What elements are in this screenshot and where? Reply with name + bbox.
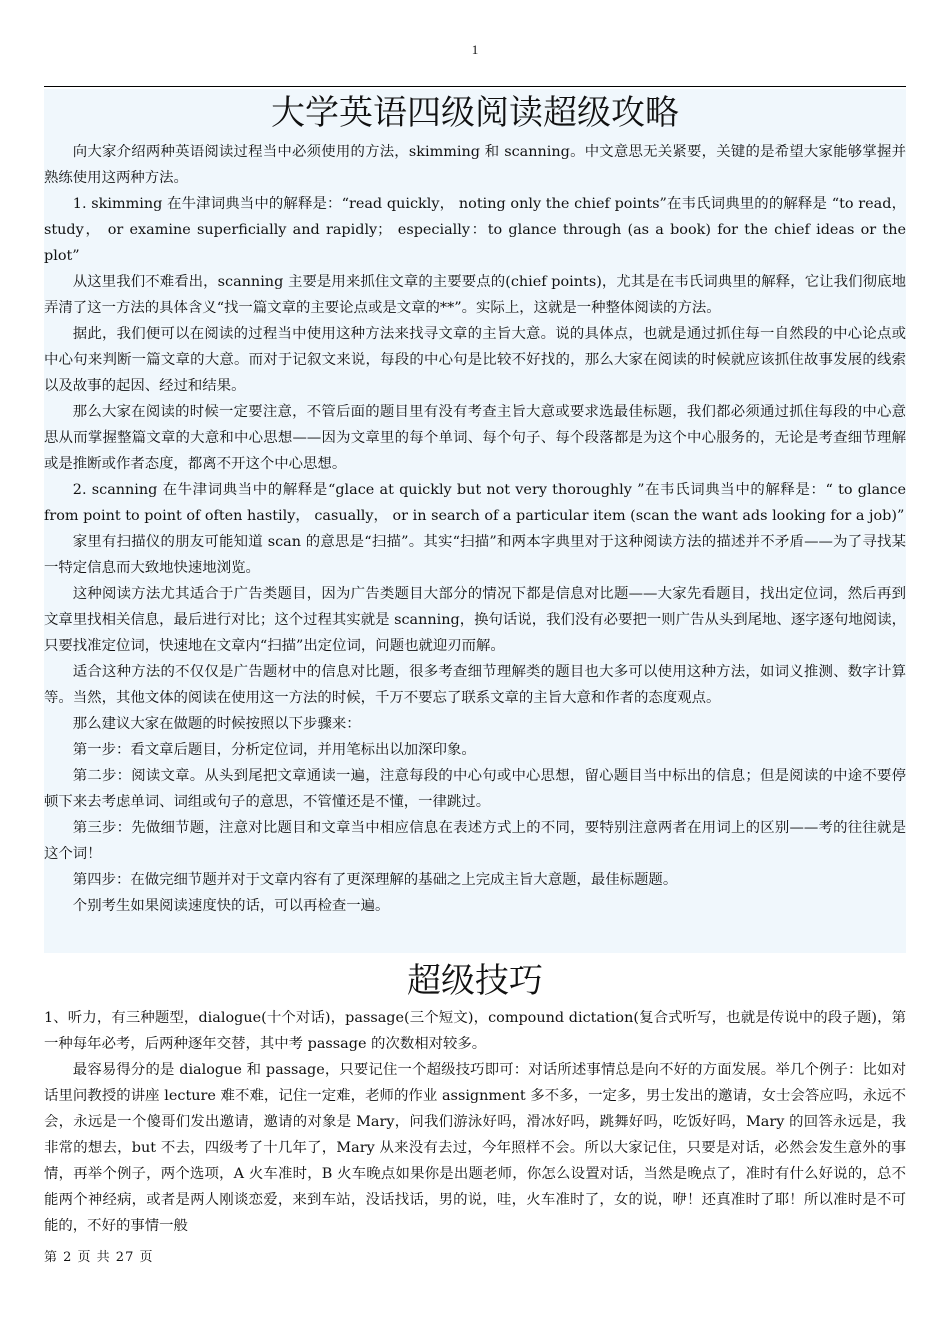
step-paragraph: 第四步：在做完细节题并对于文章内容有了更深理解的基础之上完成主旨大意题，最佳标题题。 (72, 872, 678, 888)
paragraph: 适合这种方法的不仅仅是广告题材中的信息对比题，很多考查细节理解类的题目也大多可以使用这种方法，如词义推测、数字计算等。当然，其他文体的阅读在使用这一方法的时候，千万不要忘了联系文章的主旨大意和作者的态度观点。 (44, 664, 906, 706)
step-paragraph: 第一步：看文章后题目，分析定位词，并用笔标出以加深印象。 (72, 742, 476, 758)
paragraph: 那么建议大家在做题的时候按照以下步骤来： (72, 716, 361, 732)
step-paragraph: 第二步：阅读文章。从头到尾把文章通读一遍，注意每段的中心句或中心思想，留心题目当中标出的信息；但是阅读的中途不要停顿下来去考虑单词、词组或句子的意思，不管懂还是不懂，一律跳过。 (44, 768, 906, 810)
paragraph: 1、听力，有三种题型，dialogue(十个对话)，passage(三个短文)，compound dictation(复合式听写，也就是传说中的段子题)，第一种每年必考，后两种逐年交替，其中考 passage 的次数相对较多。 (44, 1010, 906, 1052)
section-title: 超级技巧 (407, 961, 543, 1001)
header-rule (44, 86, 906, 87)
page-number: 1 (471, 42, 479, 57)
paragraph: 那么大家在阅读的时候一定要注意，不管后面的题目里有没有考查主旨大意或要求选最佳标题，我们都必须通过抓住每段的中心意思从而掌握整篇文章的大意和中心思想——因为文章里的每个单词、每个句子、每个段落都是为这个中心服务的，无论是考查细节理解或是推断或作者态度，都离不开这个中心思想。 (44, 404, 906, 472)
paragraph: 1. skimming 在牛津词典当中的解释是：“read quickly， noting only the chief points”在韦氏词典里的的解释是 “to read， study， or examine superficially and rapidly； especially：to glance through (as a book) for the chief ideas or the plot” (44, 196, 906, 264)
paragraph: 最容易得分的是 dialogue 和 passage，只要记住一个超级技巧即可：对话所述事情总是向不好的方面发展。举几个例子：比如对话里问教授的讲座 lecture 难不难，记住一定难，老师的作业 assignment 多不多，一定多，男士发出的邀请，女士会答应吗，永远不会，永远是一个傻哥们发出邀请，邀请的对象是 Mary，问我们游泳好吗，滑冰好吗，跳舞好吗，吃饭好吗，Mary 的回答永远是，我非常的想去，but 不去，四级考了十几年了，Mary 从来没有去过，今年照样不会。所以大家记住，只要是对话，必然会发生意外的事情，再举个例子，两个选项，A 火车准时，B 火车晚点如果你是出题老师，你怎么设置对话，当然是晚点了，准时有什么好说的，总不能两个神经病，或者是两人刚谈恋爱，来到车站，没话找话，男的说，哇，火车准时了，女的说，咿！还真准时了耶！所以准时是不可能的，不好的事情一般 (44, 1062, 906, 1234)
paragraph: 2. scanning 在牛津词典当中的解释是“glace at quickly but not very thoroughly ”在韦氏词典当中的解释是：“ to glance from point to point of often hastily， casually， or in search of a particular item (scan the want ads looking for a job)” (44, 482, 906, 524)
section-title: 大学英语四级阅读超级攻略 (271, 93, 679, 133)
paragraph: 这种阅读方法尤其适合于广告类题目，因为广告类题目大部分的情况下都是信息对比题——大家先看题目，找出定位词，然后再到文章里找相关信息，最后进行对比；这个过程其实就是 scanning，换句话说，我们没有必要把一则广告从头到尾地、逐字逐句地阅读，只要找准定位词，快速地在文章内“扫描”出定位词，问题也就迎刃而解。 (44, 586, 906, 654)
reading-strategy-section (44, 89, 906, 953)
page-footer: 第 2 页 共 27 页 (44, 1250, 154, 1265)
paragraph: 据此，我们便可以在阅读的过程当中使用这种方法来找寻文章的主旨大意。说的具体点，也就是通过抓住每一自然段的中心论点或中心句来判断一篇文章的大意。而对于记叙文来说，每段的中心句是比较不好找的，那么大家在阅读的时候就应该抓住故事发展的线索以及故事的起因、经过和结果。 (44, 326, 906, 394)
super-tips-section (44, 957, 906, 1239)
paragraph: 个别考生如果阅读速度快的话，可以再检查一遍。 (72, 898, 390, 914)
paragraph: 家里有扫描仪的朋友可能知道 scan 的意思是“扫描”。其实“扫描”和两本字典里对于这种阅读方法的描述并不矛盾——为了寻找某一特定信息而大致地快速地浏览。 (44, 534, 906, 576)
paragraph: 从这里我们不难看出，scanning 主要是用来抓住文章的主要要点的(chief points)，尤其是在韦氏词典里的解释，它让我们彻底地弄清了这一方法的具体含义“找一篇文章的主要论点或是文章的**”。实际上，这就是一种整体阅读的方法。 (44, 274, 906, 316)
paragraph: 向大家介绍两种英语阅读过程当中必须使用的方法，skimming 和 scanning。中文意思无关紧要，关键的是希望大家能够掌握并熟练使用这两种方法。 (44, 144, 906, 186)
step-paragraph: 第三步：先做细节题，注意对比题目和文章当中相应信息在表述方式上的不同，要特别注意两者在用词上的区别——考的往往就是这个词！ (44, 820, 906, 862)
